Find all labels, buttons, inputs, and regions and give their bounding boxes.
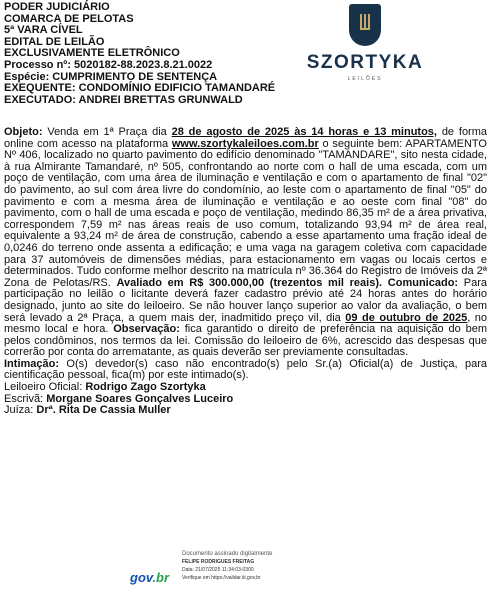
objeto-text-3: o seguinte bem: APARTAMENTO Nº 406, localizado no quarto pavimento do edifício denominado "TAMANDARE", sito nesta cidade, à rua Almirante Tamandaré, nº 505, confrontando ao norte com o hall de uma escada, com um poço de ventilação, com uma área de iluminação e ventilação e com o apartamento de final "02" do pavimento, ao sul com área livre do condomínio, ao leste com o apartamento de final "05" do pavimento e com a mesma área de iluminação e ventilação e ao oeste com final "08" do pavimento, com o hall de uma escada e poço de ventilação, medindo 86,35 m² de a área privativa, correspondem 7,59 m² nas áreas reais de uso comum, totalizando 93,94 m² de área real, equivalente a 93,24 m² de área de construção, cabendo a esse apartamento uma fração ideal de 0,0246 do terreno onde assenta a edificação; e uma vaga na garagem coletiva com capacidade para 37 automóveis de dimensões médias, para estacionamento em vagas ou locais certos e determinados. Tudo conforme melhor descrito na matrícula nº 36.364 do Registro de Imóveis da 2ª Zona de Pelotas/RS. [4, 137, 487, 289]
objeto-label: Objeto: [4, 126, 43, 138]
digital-signature-stamp [130, 550, 330, 598]
avaliacao-value: Avaliado em R$ 300.000,00 (trezentos mil reais). [116, 276, 383, 289]
comunicado-text-end: , no mesmo local e hora. [4, 311, 487, 336]
juiza-line [4, 405, 487, 417]
header-line-judiciario: PODER JUDICIÁRIO [4, 1, 110, 13]
signature-verify-link[interactable]: Verifique em https://validar.iti.gov.br [182, 575, 261, 581]
juiza-label: Juíza: [4, 404, 37, 417]
header-line-exequente: EXEQUENTE: CONDOMÍNIO EDIFICIO TAMANDARÉ [4, 82, 276, 95]
leiloeiro-name: Rodrigo Zago Szortyka [85, 381, 206, 394]
primeira-praca-date: 28 de agosto de 2025 às 14 horas e 13 minutos, [171, 126, 437, 138]
govbr-logo-br: .br [152, 570, 170, 585]
signature-details [182, 550, 272, 582]
juiza-name: Drª. Rita De Cassia Muller [36, 404, 171, 417]
edital-body [4, 127, 487, 417]
header-line-comarca: COMARCA DE PELOTAS [4, 12, 134, 25]
gavel-shield-icon [349, 4, 381, 46]
document-header [4, 2, 304, 106]
logo-brand-name: SZORTYKA [306, 52, 424, 73]
header-line-especie: Espécie: CUMPRIMENTO DE SENTENÇA [4, 70, 218, 83]
govbr-logo [130, 570, 169, 585]
header-line-edital: EDITAL DE LEILÃO [4, 35, 105, 48]
observacao-text: fica garantido o direito de preferência na aquisição do bem pelos condôminos, nos termos da lei. Comissão do leiloeiro de 6%, acrescido das despesas que correrão por conta do arrematante, as quais deverão ser previamente consultadas. [4, 323, 487, 359]
intimacao-text: O(s) devedor(s) caso não encontrado(s) pelo Sr.(a) Oficial(a) de Justiça, para cientificação pessoal, fica(m) por este intimado(s). [4, 357, 487, 382]
signature-date: Data: 21/07/2025 11:34:03-0300 [182, 567, 254, 573]
intimacao-label: Intimação: [4, 357, 60, 370]
header-line-processo: Processo nº: 5020182-88.2023.8.21.0022 [4, 58, 213, 71]
objeto-text-1: Venda em 1ª Praça dia [42, 126, 172, 138]
header-line-modalidade: EXCLUSIVAMENTE ELETRÔNICO [4, 47, 180, 60]
objeto-text-2: de forma online com acesso na plataforma [4, 126, 488, 150]
header-line-vara: 5ª VARA CÍVEL [4, 24, 83, 37]
signer-name: FELIPE RODRIGUES FREITAG [182, 559, 255, 565]
segunda-praca-date: 09 de outubro de 2025 [345, 311, 468, 324]
observacao-label: Observação: [113, 323, 180, 336]
escriva-name: Morgane Soares Gonçalves Luceiro [46, 392, 234, 405]
objeto-paragraph [4, 127, 487, 359]
signature-title: Documento assinado digitalmente [182, 551, 273, 557]
govbr-logo-gov: gov [130, 570, 153, 585]
escriva-label: Escrivã: [4, 392, 47, 405]
comunicado-text: Para participação no leilão o licitante deverá fazer cadastro prévio até 24 horas antes do horário designado, junto ao site do leiloeiro. Se não houver lanço superior ao valor da avaliação, o bem será levado a 2ª Praça, a quem mais der, inadmitido preço vil, dia [4, 276, 488, 324]
intimacao-paragraph [4, 359, 487, 382]
leiloeiro-label: Leiloeiro Oficial: [4, 381, 86, 394]
comunicado-label: Comunicado: [387, 276, 459, 289]
auction-site-link[interactable]: www.szortykaleiloes.com.br [171, 137, 319, 150]
logo-brand-subtitle: LEILÕES [347, 76, 383, 82]
szortyka-logo [306, 2, 424, 94]
header-line-executado: EXECUTADO: ANDREI BRETTAS GRUNWALD [4, 93, 243, 106]
